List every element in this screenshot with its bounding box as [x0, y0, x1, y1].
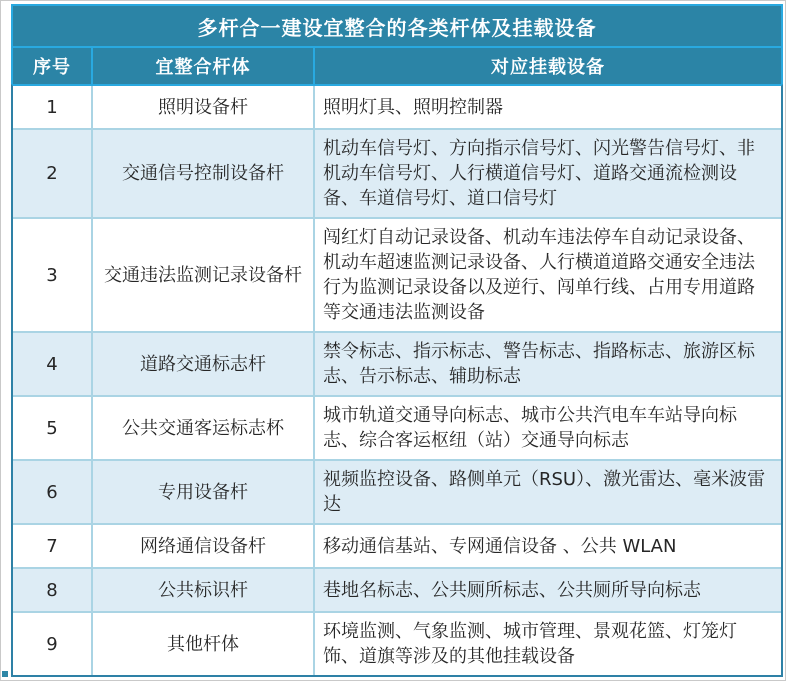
table-title: 多杆合一建设宜整合的各类杆体及挂载设备: [197, 15, 597, 40]
table-row: [13, 567, 781, 611]
bottom-left-artifact: [2, 671, 8, 677]
table-header-row: [13, 48, 781, 84]
column-header-pole: 宜整合杆体: [93, 48, 315, 84]
table-body: [11, 84, 783, 677]
cell-index: 3: [13, 219, 93, 331]
column-header-equipment: 对应挂载设备: [491, 57, 605, 78]
table-row: [13, 331, 781, 395]
cell-equipment: 视频监控设备、路侧单元（RSU）、激光雷达、毫米波雷达: [323, 469, 766, 515]
table-row: [13, 459, 781, 523]
cell-index: 7: [13, 525, 93, 567]
cell-pole: 交通违法监测记录设备杆: [93, 219, 315, 331]
cell-pole: 照明设备杆: [93, 86, 315, 128]
cell-index: 1: [13, 86, 93, 128]
cell-equipment: 禁令标志、指示标志、警告标志、指路标志、旅游区标志、告示标志、辅助标志: [323, 341, 755, 387]
cell-equipment: 巷地名标志、公共厕所标志、公共厕所导向标志: [323, 579, 701, 601]
table-row: [13, 523, 781, 567]
cell-equipment: 机动车信号灯、方向指示信号灯、闪光警告信号灯、非机动车信号灯、人行横道信号灯、道路交通流检测设备、车道信号灯、道口信号灯: [323, 138, 755, 209]
cell-pole: 公共标识杆: [93, 569, 315, 611]
cell-index: 4: [13, 333, 93, 395]
cell-pole: 公共交通客运标志杯: [93, 397, 315, 459]
cell-pole: 道路交通标志杆: [93, 333, 315, 395]
cell-index: 8: [13, 569, 93, 611]
cell-equipment: 移动通信基站、专网通信设备 、公共 WLAN: [323, 535, 677, 557]
cell-equipment: 环境监测、气象监测、城市管理、景观花篮、灯笼灯饰、道旗等涉及的其他挂载设备: [323, 621, 737, 667]
cell-pole: 网络通信设备杆: [93, 525, 315, 567]
cell-pole: 交通信号控制设备杆: [93, 130, 315, 217]
table-title-row: [13, 6, 781, 48]
cell-equipment: 照明灯具、照明控制器: [323, 96, 503, 118]
table-row: [13, 128, 781, 217]
cell-index: 9: [13, 613, 93, 675]
cell-pole: 其他杆体: [93, 613, 315, 675]
table-row: [13, 217, 781, 331]
pole-equipment-table: [11, 4, 783, 677]
cell-index: 2: [13, 130, 93, 217]
table-row: [13, 611, 781, 675]
table-head-section: [11, 4, 783, 84]
table-row: [13, 86, 781, 128]
cell-equipment: 闯红灯自动记录设备、机动车违法停车自动记录设备、机动车超速监测记录设备、人行横道道路交通安全违法行为监测记录设备以及逆行、闯单行线、占用专用道路等交通违法监测设备: [323, 227, 755, 323]
cell-equipment: 城市轨道交通导向标志、城市公共汽电车车站导向标志、综合客运枢纽（站）交通导向标志: [323, 405, 737, 451]
table-row: [13, 395, 781, 459]
cell-pole: 专用设备杆: [93, 461, 315, 523]
cell-index: 6: [13, 461, 93, 523]
column-header-index: 序号: [13, 48, 93, 84]
cell-index: 5: [13, 397, 93, 459]
